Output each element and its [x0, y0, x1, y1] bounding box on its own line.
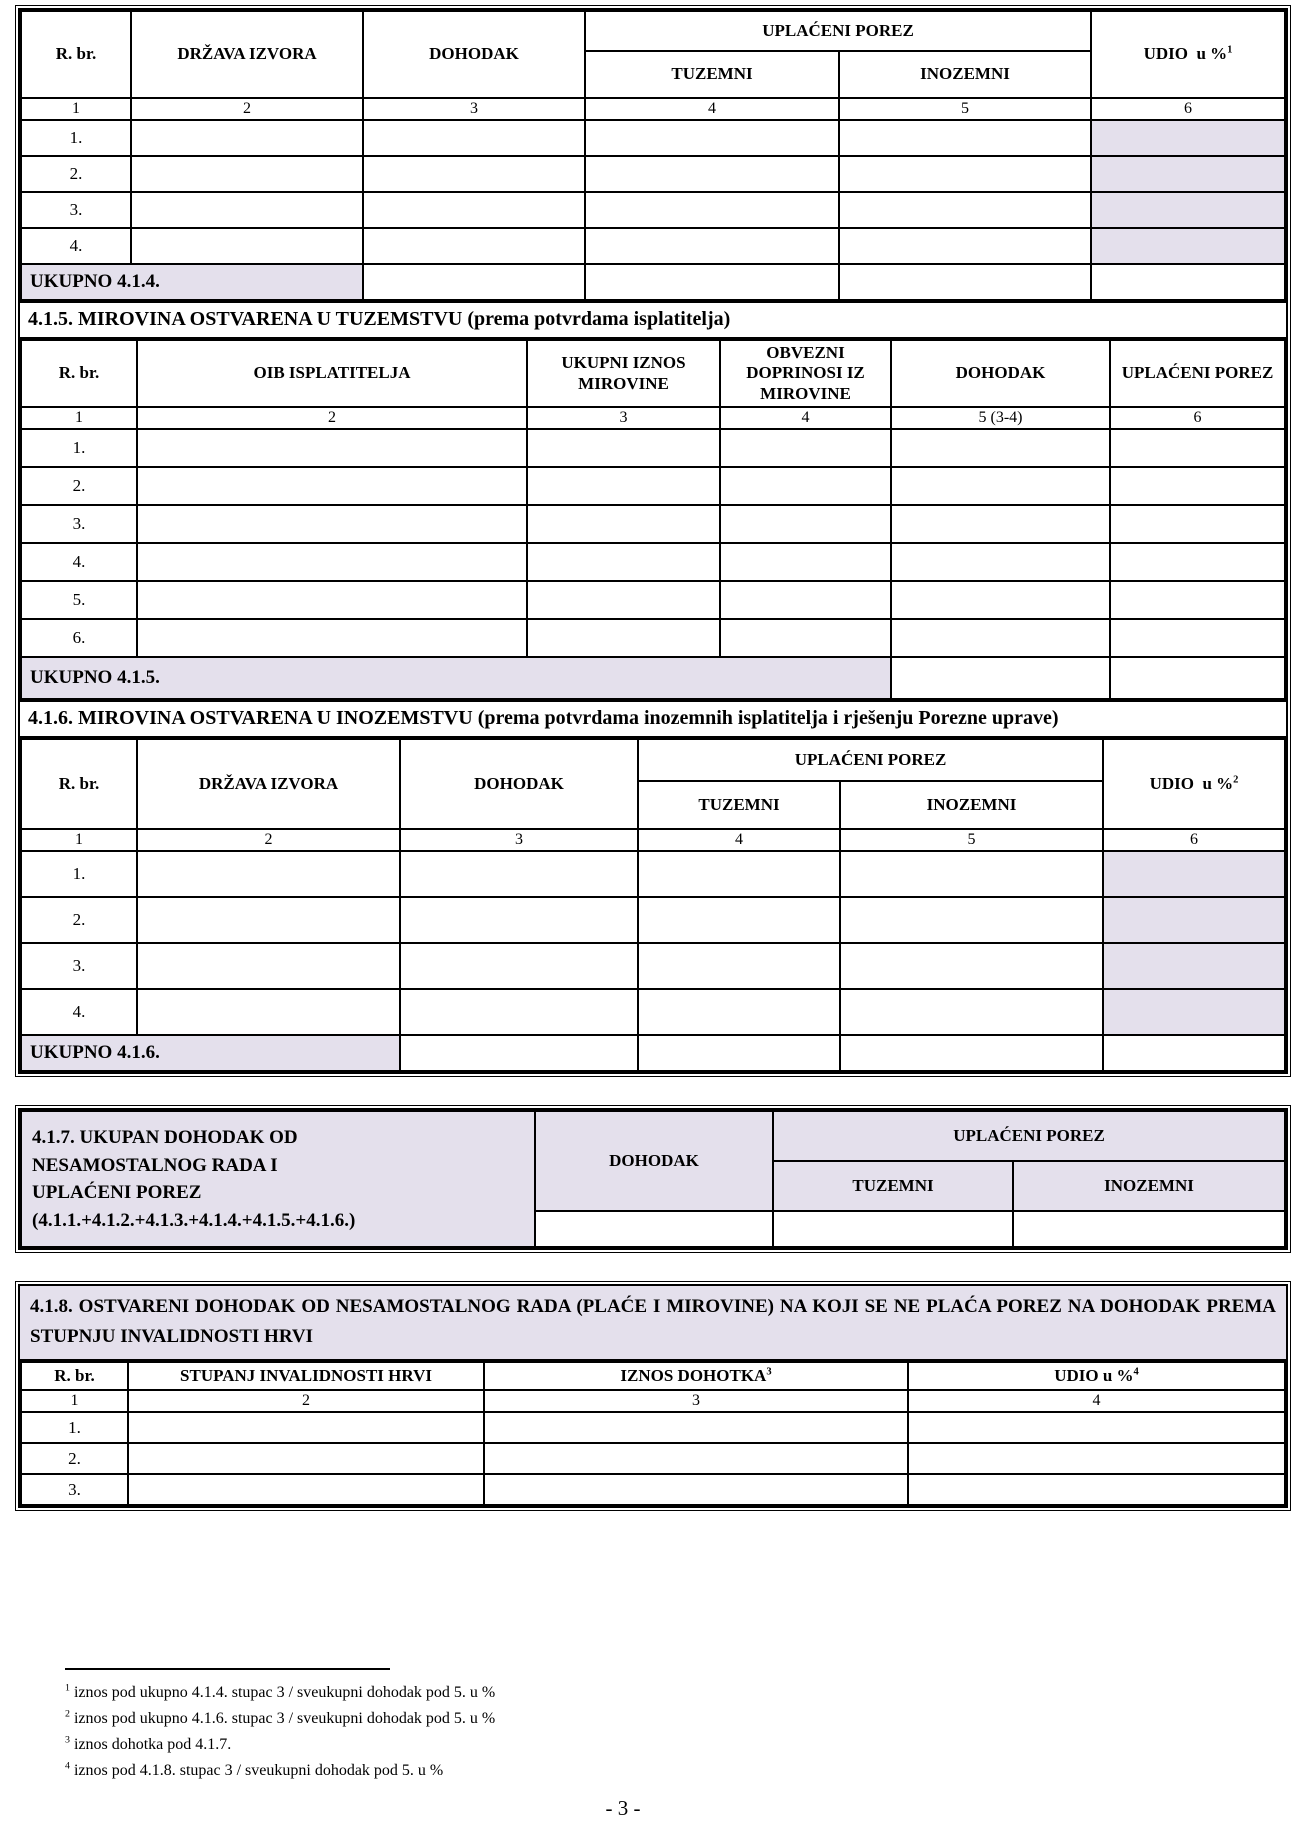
computed-cell: [1103, 851, 1285, 897]
footnote-ref-2: 2: [1233, 774, 1239, 786]
empty-cell: [128, 1443, 484, 1474]
col-header-dohodak: DOHODAK: [363, 11, 585, 98]
table-row: [21, 1443, 1285, 1474]
footnote-3: $^3$ iznos dohotka pod 4.1.7.: [65, 1734, 232, 1753]
empty-cell: [137, 543, 527, 581]
col-number: 5 (3-4): [891, 407, 1110, 429]
row-number: 2.: [21, 156, 131, 192]
empty-cell: [131, 156, 363, 192]
empty-cell: [840, 943, 1103, 989]
table-row: [21, 1412, 1285, 1443]
computed-cell: [1091, 192, 1285, 228]
section-title-416: 4.1.6. MIROVINA OSTVARENA U INOZEMSTVU (prema potvrdama inozemnih isplatitelja i rješenju Porezne uprave): [20, 700, 1286, 738]
col-header-ukupni-iznos-mirovine: UKUPNI IZNOS MIROVINE: [527, 340, 720, 407]
row-number: 2.: [21, 1443, 128, 1474]
empty-cell: [131, 228, 363, 264]
col-header-rbr: R. br.: [21, 11, 131, 98]
empty-cell: [1110, 505, 1285, 543]
col-number: 4: [720, 407, 891, 429]
table-418: [20, 1361, 1286, 1506]
empty-cell: [1110, 581, 1285, 619]
col-number: 6: [1110, 407, 1285, 429]
empty-cell: [720, 467, 891, 505]
total-row-416: [21, 1035, 1285, 1071]
table-row: [21, 619, 1285, 657]
empty-cell: [131, 120, 363, 156]
col-header-rbr: R. br.: [21, 739, 137, 829]
column-number-row: [21, 407, 1285, 429]
title-line: UPLAĆENI POREZ: [32, 1182, 202, 1204]
table-row: [21, 429, 1285, 467]
empty-cell: [720, 429, 891, 467]
col-header-stupanj-invalidnosti: STUPANJ INVALIDNOSTI HRVI: [128, 1362, 484, 1390]
empty-cell: [363, 228, 585, 264]
col-number: 2: [131, 98, 363, 120]
col-header-inozemni: INOZEMNI: [1013, 1161, 1285, 1211]
empty-cell: [585, 264, 839, 300]
empty-cell: [131, 192, 363, 228]
empty-cell: [527, 467, 720, 505]
empty-cell: [400, 943, 638, 989]
col-number: 2: [137, 407, 527, 429]
col-header-dohodak: DOHODAK: [891, 340, 1110, 407]
section-title-415: 4.1.5. MIROVINA OSTVARENA U TUZEMSTVU (prema potvrdama isplatitelja): [20, 301, 1286, 339]
col-number: 5: [839, 98, 1091, 120]
table-row: [21, 943, 1285, 989]
empty-cell: [585, 156, 839, 192]
empty-cell: [363, 120, 585, 156]
total-label-415: UKUPNO 4.1.5.: [21, 657, 891, 699]
empty-cell: [839, 192, 1091, 228]
col-header-dohodak: DOHODAK: [535, 1111, 773, 1211]
row-number: 6.: [21, 619, 137, 657]
empty-cell: [527, 429, 720, 467]
title-line: 4.1.7. UKUPAN DOHODAK OD: [32, 1127, 298, 1149]
section-block-417: [18, 1108, 1288, 1250]
col-header-iznos-dohotka: IZNOS DOHOTKA$^3$: [484, 1362, 908, 1390]
empty-cell: [1110, 543, 1285, 581]
empty-cell: [638, 897, 840, 943]
table-row: [21, 543, 1285, 581]
section-block-414-416: [18, 8, 1288, 1074]
empty-cell: [1110, 429, 1285, 467]
empty-cell: [891, 581, 1110, 619]
table-row: [21, 897, 1285, 943]
col-header-udio: UDIO u %$^2$: [1103, 739, 1285, 829]
column-number-row: [21, 98, 1285, 120]
page-number: - 3 -: [605, 1795, 641, 1820]
empty-cell: [908, 1474, 1285, 1505]
empty-cell: [137, 467, 527, 505]
empty-cell: [891, 543, 1110, 581]
footnote-divider: [65, 1668, 390, 1670]
row-number: 3.: [21, 192, 131, 228]
col-header-udio: UDIO u %$^1$: [1091, 11, 1285, 98]
table-row: [21, 156, 1285, 192]
empty-cell: [484, 1412, 908, 1443]
empty-cell: [839, 228, 1091, 264]
row-number: 4.: [21, 228, 131, 264]
row-number: 1.: [21, 429, 137, 467]
empty-cell: [535, 1211, 773, 1247]
computed-cell: [1103, 943, 1285, 989]
empty-cell: [400, 897, 638, 943]
empty-cell: [908, 1443, 1285, 1474]
col-number: 4: [638, 829, 840, 851]
col-number: 3: [400, 829, 638, 851]
footnotes: [65, 1668, 1288, 1784]
table-415: [20, 339, 1286, 700]
empty-cell: [840, 897, 1103, 943]
table-row: [21, 581, 1285, 619]
col-header-uplaceni-porez: UPLAĆENI POREZ: [1110, 340, 1285, 407]
empty-cell: [137, 619, 527, 657]
col-header-drzava-izvora: DRŽAVA IZVORA: [137, 739, 400, 829]
empty-cell: [585, 120, 839, 156]
table-row: [21, 120, 1285, 156]
col-number: 4: [585, 98, 839, 120]
computed-cell: [1103, 897, 1285, 943]
table-row: [21, 1474, 1285, 1505]
row-number: 3.: [21, 505, 137, 543]
empty-cell: [720, 505, 891, 543]
col-header-tuzemni: TUZEMNI: [773, 1161, 1013, 1211]
footnote-2: $^2$ iznos pod ukupno 4.1.6. stupac 3 / sveukupni dohodak pod 5. u %: [65, 1708, 496, 1727]
total-row-414: [21, 264, 1285, 300]
empty-cell: [128, 1412, 484, 1443]
col-header-uplaceni-porez: UPLAĆENI POREZ: [638, 739, 1103, 781]
row-number: 4.: [21, 543, 137, 581]
col-header-dohodak: DOHODAK: [400, 739, 638, 829]
empty-cell: [1110, 467, 1285, 505]
computed-cell: [1103, 989, 1285, 1035]
col-header-uplaceni-porez: UPLAĆENI POREZ: [585, 11, 1091, 51]
empty-cell: [891, 619, 1110, 657]
row-number: 1.: [21, 1412, 128, 1443]
title-line: NESAMOSTALNOG RADA I: [32, 1154, 278, 1176]
empty-cell: [1110, 619, 1285, 657]
empty-cell: [137, 989, 400, 1035]
table-row: [21, 851, 1285, 897]
col-header-tuzemni: TUZEMNI: [638, 781, 840, 829]
section-title-418: 4.1.8. OSTVARENI DOHODAK OD NESAMOSTALNOG RADA (PLAĆE I MIROVINE) NA KOJI SE NE PLAĆA POREZ NA DOHODAK PREMA STUPNJU INVALIDNOSTI HRVI: [20, 1286, 1286, 1361]
col-header-udio: UDIO u %$^4$: [908, 1362, 1285, 1390]
section-title-417: [21, 1111, 535, 1247]
col-number: 6: [1091, 98, 1285, 120]
empty-cell: [527, 505, 720, 543]
empty-cell: [137, 505, 527, 543]
table-417: [20, 1110, 1286, 1248]
footnote-4: $^4$ iznos pod 4.1.8. stupac 3 / sveukupni dohodak pod 5. u %: [65, 1760, 444, 1779]
empty-cell: [527, 581, 720, 619]
empty-cell: [137, 943, 400, 989]
footnote-ref-4: 4: [1133, 1366, 1139, 1378]
empty-cell: [400, 1035, 638, 1071]
empty-cell: [891, 505, 1110, 543]
col-header-rbr: R. br.: [21, 1362, 128, 1390]
row-number: 2.: [21, 467, 137, 505]
empty-cell: [527, 619, 720, 657]
row-number: 2.: [21, 897, 137, 943]
computed-cell: [1091, 120, 1285, 156]
table-414: [20, 10, 1286, 301]
footnote-ref-1: 1: [1227, 44, 1233, 56]
col-number: 2: [137, 829, 400, 851]
empty-cell: [128, 1474, 484, 1505]
empty-cell: [1103, 1035, 1285, 1071]
col-header-drzava-izvora: DRŽAVA IZVORA: [131, 11, 363, 98]
computed-cell: [1091, 228, 1285, 264]
col-header-obvezni-doprinosi: OBVEZNI DOPRINOSI IZ MIROVINE: [720, 340, 891, 407]
total-label-414: UKUPNO 4.1.4.: [21, 264, 363, 300]
section-block-418: [18, 1284, 1288, 1508]
empty-cell: [840, 989, 1103, 1035]
empty-cell: [908, 1412, 1285, 1443]
col-number: 1: [21, 98, 131, 120]
empty-cell: [585, 192, 839, 228]
col-number: 5: [840, 829, 1103, 851]
empty-cell: [720, 581, 891, 619]
empty-cell: [720, 543, 891, 581]
table-row: [21, 467, 1285, 505]
empty-cell: [839, 156, 1091, 192]
title-line: (4.1.1.+4.1.2.+4.1.3.+4.1.4.+4.1.5.+4.1.6.): [32, 1209, 356, 1231]
col-header-inozemni: INOZEMNI: [840, 781, 1103, 829]
col-header-oib-isplatitelja: OIB ISPLATITELJA: [137, 340, 527, 407]
row-number: 3.: [21, 943, 137, 989]
col-header-inozemni: INOZEMNI: [839, 51, 1091, 98]
col-number: 1: [21, 1390, 128, 1412]
empty-cell: [638, 851, 840, 897]
empty-cell: [585, 228, 839, 264]
empty-cell: [137, 897, 400, 943]
table-row: [21, 505, 1285, 543]
row-number: 1.: [21, 851, 137, 897]
total-label-416: UKUPNO 4.1.6.: [21, 1035, 400, 1071]
row-number: 4.: [21, 989, 137, 1035]
empty-cell: [137, 429, 527, 467]
empty-cell: [638, 1035, 840, 1071]
empty-cell: [137, 581, 527, 619]
empty-cell: [638, 989, 840, 1035]
col-number: 4: [908, 1390, 1285, 1412]
empty-cell: [1013, 1211, 1285, 1247]
empty-cell: [484, 1474, 908, 1505]
empty-cell: [363, 264, 585, 300]
row-number: 3.: [21, 1474, 128, 1505]
col-number: 6: [1103, 829, 1285, 851]
computed-cell: [1091, 156, 1285, 192]
col-number: 3: [363, 98, 585, 120]
row-number: 1.: [21, 120, 131, 156]
empty-cell: [1110, 657, 1285, 699]
column-number-row: [21, 829, 1285, 851]
table-row: [21, 989, 1285, 1035]
col-header-tuzemni: TUZEMNI: [585, 51, 839, 98]
footnote-1: $^1$ iznos pod ukupno 4.1.4. stupac 3 / sveukupni dohodak pod 5. u %: [65, 1682, 496, 1702]
empty-cell: [484, 1443, 908, 1474]
empty-cell: [839, 264, 1091, 300]
footnote-ref-3: 3: [766, 1366, 772, 1378]
col-header-uplaceni-porez: UPLAĆENI POREZ: [773, 1111, 1285, 1161]
col-number: 3: [527, 407, 720, 429]
empty-cell: [1091, 264, 1285, 300]
empty-cell: [137, 851, 400, 897]
empty-cell: [891, 657, 1110, 699]
empty-cell: [363, 156, 585, 192]
empty-cell: [891, 429, 1110, 467]
empty-cell: [400, 989, 638, 1035]
empty-cell: [720, 619, 891, 657]
column-number-row: [21, 1390, 1285, 1412]
empty-cell: [839, 120, 1091, 156]
col-number: 1: [21, 407, 137, 429]
col-number: 3: [484, 1390, 908, 1412]
row-number: 5.: [21, 581, 137, 619]
total-row-415: [21, 657, 1285, 699]
empty-cell: [840, 851, 1103, 897]
table-row: [21, 192, 1285, 228]
col-header-rbr: R. br.: [21, 340, 137, 407]
empty-cell: [638, 943, 840, 989]
col-number: 1: [21, 829, 137, 851]
table-row: [21, 228, 1285, 264]
empty-cell: [527, 543, 720, 581]
empty-cell: [363, 192, 585, 228]
empty-cell: [891, 467, 1110, 505]
empty-cell: [840, 1035, 1103, 1071]
empty-cell: [400, 851, 638, 897]
col-number: 2: [128, 1390, 484, 1412]
empty-cell: [773, 1211, 1013, 1247]
table-416: [20, 738, 1286, 1072]
